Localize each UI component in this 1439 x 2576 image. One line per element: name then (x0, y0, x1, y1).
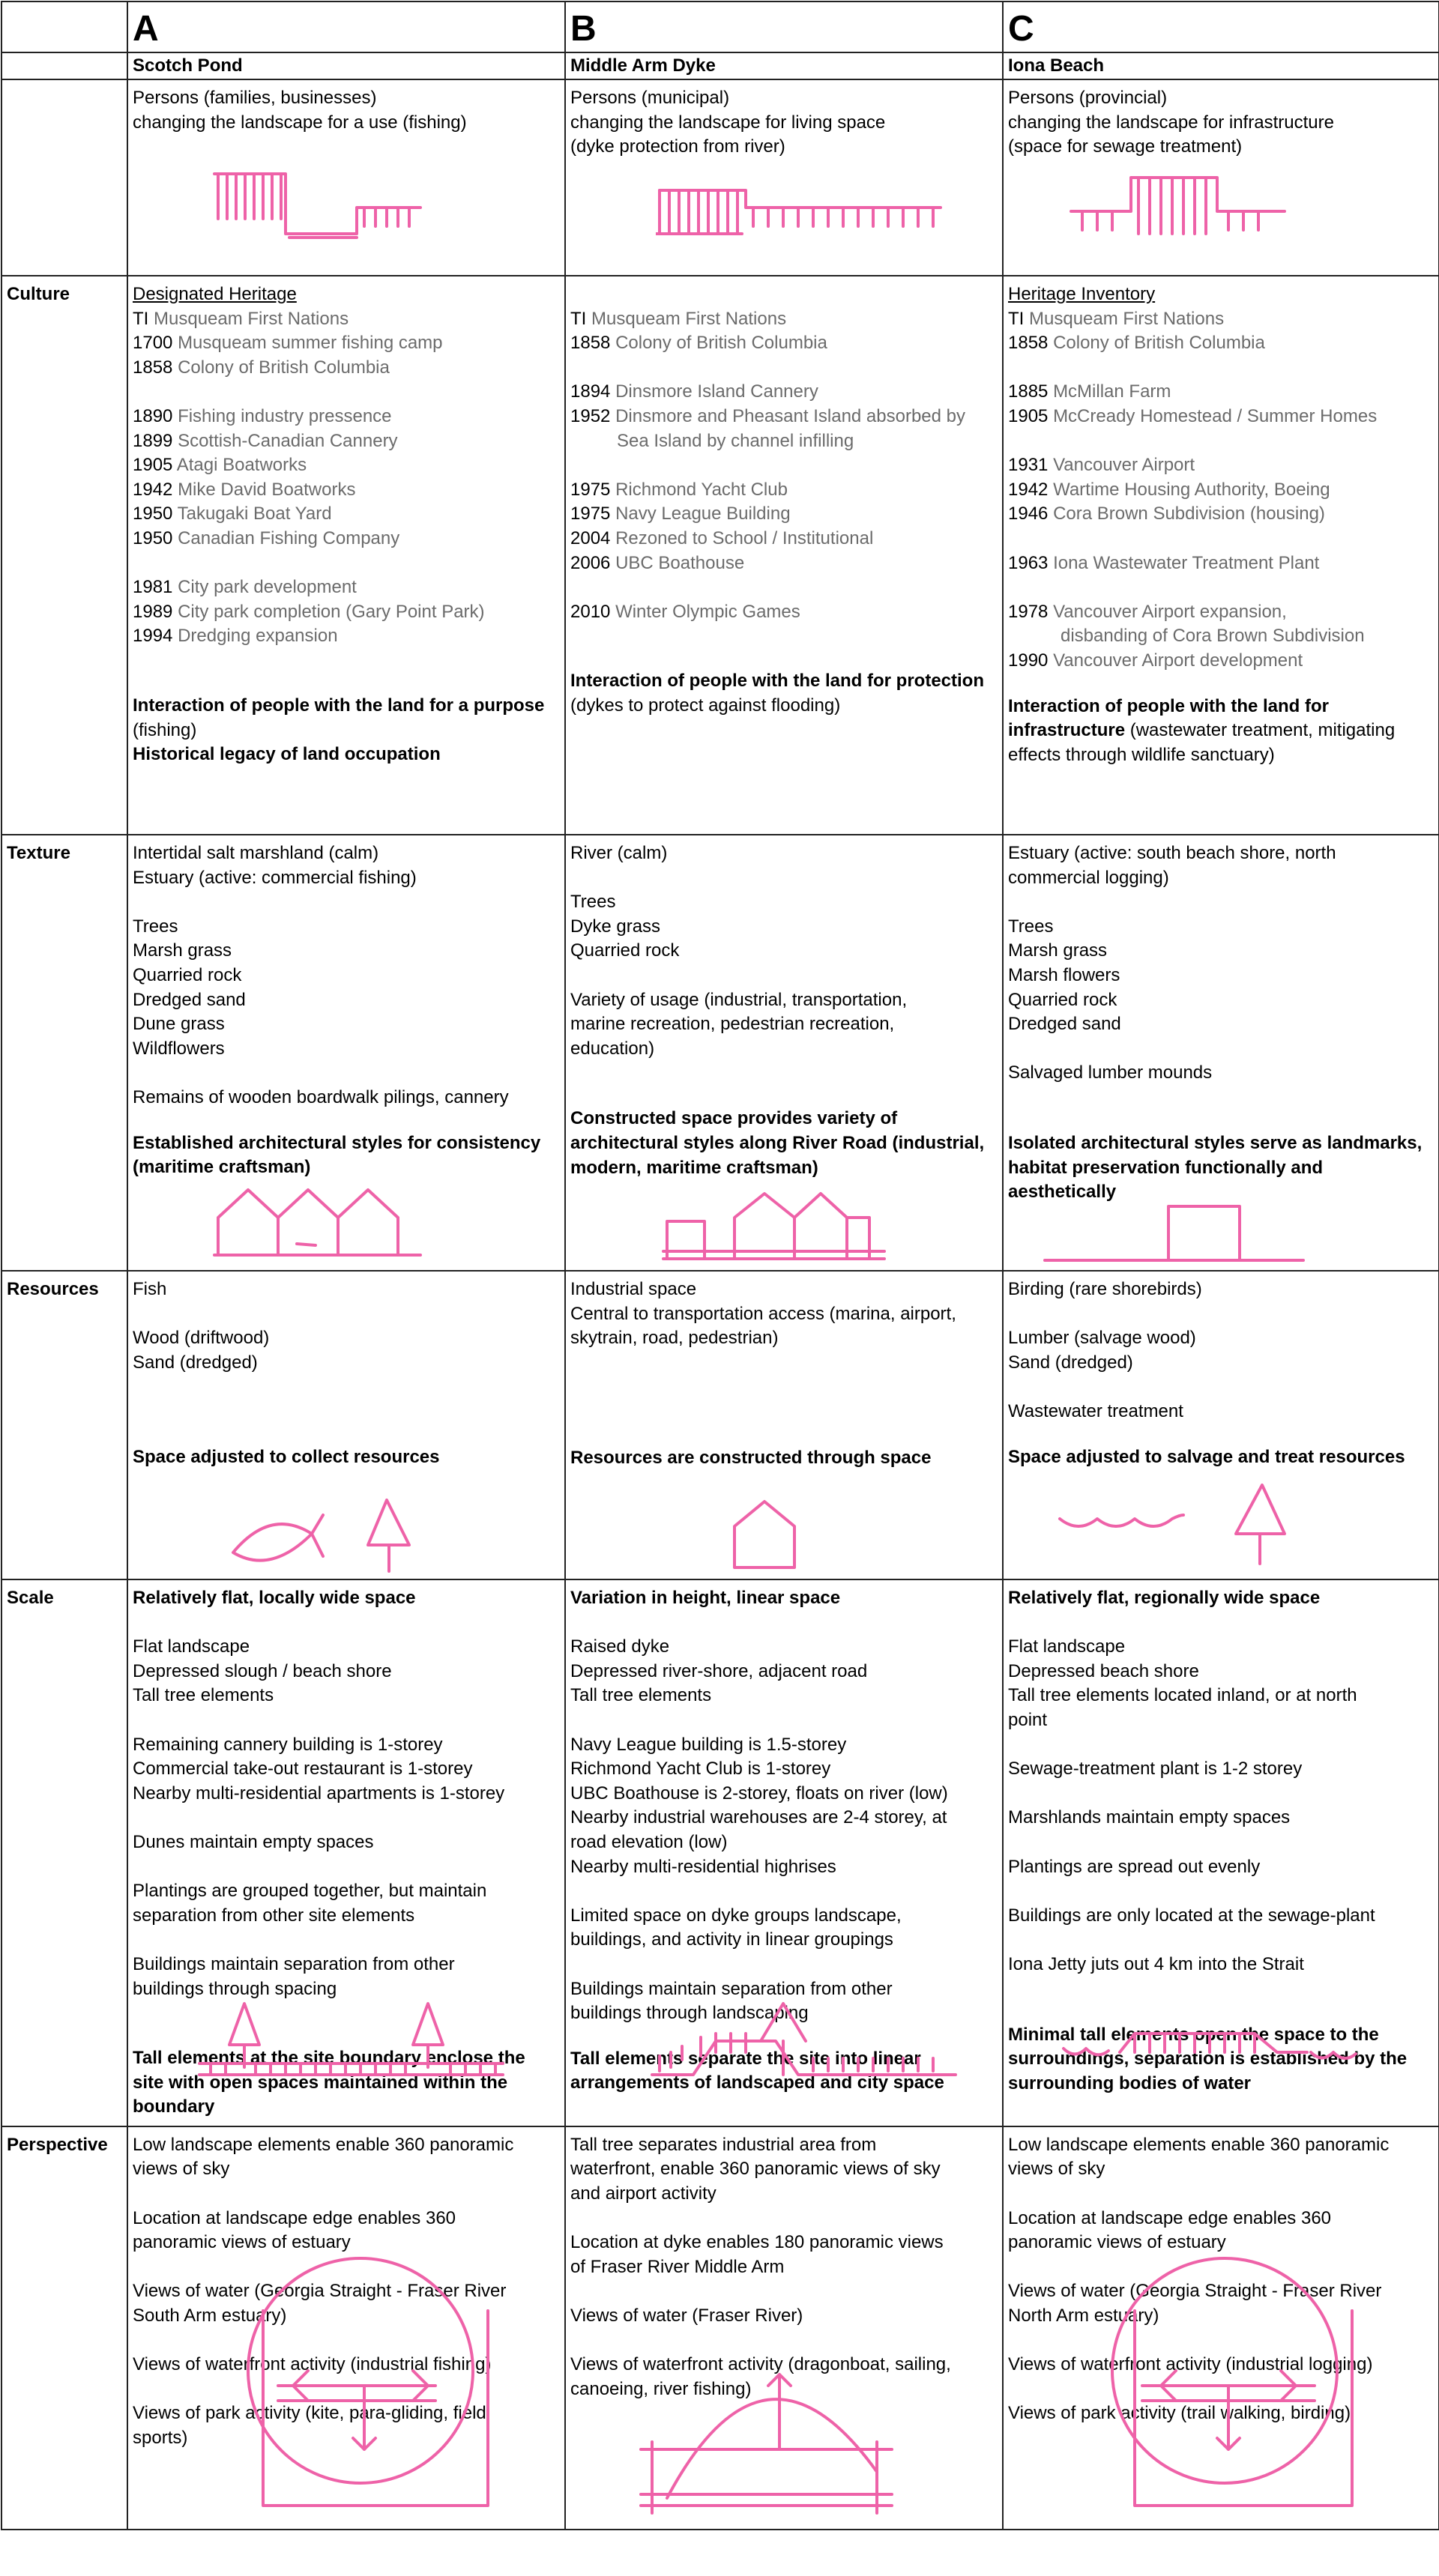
list-line: buildings through landscaping (570, 2003, 809, 2024)
scale-list-c (1008, 1611, 1434, 1977)
list-line: road elevation (low) (570, 1831, 728, 1852)
list-line: Sand (dredged) (133, 1352, 258, 1373)
list-line: point (1008, 1709, 1048, 1730)
list-line: Marsh grass (1008, 940, 1108, 961)
list-line: views of sky (1008, 2159, 1105, 2180)
list-line (1008, 1782, 1434, 1806)
texture-list-a (133, 841, 560, 1110)
resources-cell-b (565, 1271, 1003, 1579)
list-line: Views of waterfront activity (industrial fishing) (133, 2354, 492, 2375)
list-line: Location at landscape edge enables 360 (133, 2207, 456, 2228)
list-line (1008, 890, 1434, 915)
list-line: Tall tree elements (133, 1685, 274, 1706)
list-line: Wastewater treatment (1008, 1400, 1183, 1421)
resources-cell-a (127, 1271, 565, 1579)
list-line: Flat landscape (1008, 1636, 1126, 1657)
resources-list-b (570, 1278, 998, 1351)
list-line: Intertidal salt marshland (calm) (133, 843, 379, 863)
resources-row (1, 1271, 1439, 1579)
linear-buildings-sketch (660, 1188, 892, 1263)
list-line: Dune grass (133, 1014, 225, 1035)
timeline-a: TI Musqueam First Nations 1700 Musqueam summer fishing camp 1858 Colony of British Columbia 1890 Fishing industry pressence 1899 Scottish-Canadian Cannery 1905 Atagi Boatworks 1942 Mike David Boatworks 1950 Takugaki Boat Yard 1950 Canadian Fishing Company 1981 City park development 1989 City park completion (Gary Point Park) 1994 Dredging expansion (133, 308, 485, 647)
waves-and-tree-sketch (1056, 1481, 1303, 1571)
list-line (1008, 2255, 1434, 2280)
list-line (570, 2329, 998, 2353)
dyke-landscape-sketch (656, 181, 948, 249)
list-line (1008, 1733, 1434, 1758)
resources-summary-a: Space adjusted to collect resources (133, 1447, 440, 1468)
list-line (1008, 1879, 1434, 1904)
fishing-landscape-sketch (211, 163, 428, 245)
list-line (1008, 2182, 1434, 2207)
list-line: Buildings maintain separation from other (133, 1953, 455, 1974)
site-name-a: Scotch Pond (127, 52, 565, 79)
list-line: education) (570, 1038, 655, 1059)
list-line: Raised dyke (570, 1636, 670, 1657)
intro-row (1, 79, 1439, 276)
list-line: Quarried rock (1008, 989, 1117, 1010)
list-line: North Arm estuary) (1008, 2306, 1159, 2326)
house-cluster-sketch (211, 1184, 428, 1259)
list-line: Views of waterfront activity (dragonboat, sailing, (570, 2354, 951, 2375)
row-label-culture: Culture (1, 276, 127, 835)
corner-cell (1, 1, 127, 52)
resources-list-c (1008, 1278, 1434, 1424)
perspective-list-b (570, 2133, 998, 2402)
column-letter-a: A (127, 1, 565, 52)
list-line (570, 1611, 998, 1636)
resources-summary-c: Space adjusted to salvage and treat resources (1008, 1446, 1405, 1467)
list-line: Views of waterfront activity (industrial logging) (1008, 2354, 1373, 2375)
list-line: Remains of wooden boardwalk pilings, cannery (133, 1086, 509, 1107)
list-line: and airport activity (570, 2183, 717, 2204)
list-line: Limited space on dyke groups landscape, (570, 1905, 902, 1926)
list-line: views of sky (133, 2159, 230, 2180)
texture-cell-c (1003, 835, 1439, 1271)
scale-summary-a: Tall elements at the site boundary enclose the site with open spaces maintained within the boundary (133, 2048, 525, 2117)
list-line (133, 890, 560, 915)
list-line (133, 1708, 560, 1733)
list-line (570, 866, 998, 891)
intro-cell-b: Persons (municipal) changing the landscape for living space (dyke protection from river) (565, 79, 1003, 276)
list-line: Tall tree elements located inland, or at north (1008, 1685, 1357, 1706)
list-line: Lumber (salvage wood) (1008, 1328, 1196, 1349)
list-line: Iona Jetty juts out 4 km into the Strait (1008, 1953, 1304, 1974)
list-line: Sand (dredged) (1008, 1352, 1133, 1373)
texture-list-c (1008, 841, 1434, 1086)
list-line: Commercial take-out restaurant is 1-storey (133, 1759, 473, 1780)
scale-summary-c: Minimal tall elements open the space to the surroundings, separation is established by the surrounding bodies of water (1008, 2024, 1408, 2093)
infrastructure-landscape-sketch (1067, 166, 1292, 241)
list-line: Flat landscape (133, 1636, 250, 1657)
row-label-resources: Resources (1, 1271, 127, 1579)
list-line: Trees (133, 916, 178, 937)
list-line: Industrial space (570, 1279, 697, 1299)
texture-cell-a (127, 835, 565, 1271)
list-line: Dyke grass (570, 916, 661, 937)
list-line: Dredged sand (133, 989, 246, 1010)
fish-and-tree-sketch (218, 1493, 428, 1575)
list-line: Quarried rock (570, 940, 680, 961)
list-line: Sewage-treatment plant is 1-2 storey (1008, 1759, 1303, 1780)
list-line (1008, 1302, 1434, 1327)
list-line: Birding (rare shorebirds) (1008, 1279, 1202, 1299)
list-line: Views of water (Fraser River) (570, 2306, 803, 2326)
site-comparison-table (1, 1, 1439, 2530)
list-line: Marsh flowers (1008, 964, 1120, 985)
texture-summary-c: Isolated architectural styles serve as landmarks, habitat preservation functionally and aesthetically (1008, 1132, 1423, 1203)
list-line (570, 1879, 998, 1904)
site-name-b: Middle Arm Dyke (565, 52, 1003, 79)
list-line: panoramic views of estuary (133, 2232, 351, 2253)
list-line: buildings through spacing (133, 1978, 337, 1999)
list-line: Salvaged lumber mounds (1008, 1062, 1213, 1083)
site-name-row (1, 52, 1439, 79)
list-line: Views of park activity (kite, para-gliding, field (133, 2403, 486, 2424)
perspective-row (1, 2126, 1439, 2530)
texture-cell-b (565, 835, 1003, 1271)
list-line: Nearby multi-residential apartments is 1-storey (133, 1783, 505, 1803)
list-line: marine recreation, pedestrian recreation, (570, 1014, 895, 1035)
intro-cell-c: Persons (provincial) changing the landscape for infrastructure (space for sewage treatment) (1003, 79, 1439, 276)
perspective-cell-b (565, 2126, 1003, 2530)
list-line: Low landscape elements enable 360 panoramic (1008, 2134, 1390, 2155)
row-label-scale: Scale (1, 1579, 127, 2126)
scale-cell-c: Relatively flat, regionally wide space Flat landscape Depressed beach shore Tall tree elements located inland, or at north point Sewage-treatment plant is 1-2 storey Marshlands maintain empty spaces Plantings are spread out evenly Buildings are only located at the sewage-plant Iona Jetty juts out 4 km into the Strait Minimal tall elements open the space to the surroundings, separation is established by the surrounding bodies of water (1003, 1579, 1439, 2126)
scale-row (1, 1579, 1439, 2126)
scale-cell-a: Relatively flat, locally wide space Flat landscape Depressed slough / beach shore Tall tree elements Remaining cannery building is 1-storey Commercial take-out restaurant is 1-storey Nearby multi-residential apartments is 1-storey Dunes maintain empty spaces Plantings are grouped together, but maintain separation from other site elements Buildings maintain separation from other buildings through spacing Tall elements at the site boundary enclose the site with open spaces maintained within the boundary (127, 1579, 565, 2126)
list-line: Depressed river-shore, adjacent road (570, 1660, 868, 1681)
resources-cell-c (1003, 1271, 1439, 1579)
list-line (133, 1928, 560, 1953)
list-line (133, 2377, 560, 2402)
perspective-list-c (1008, 2133, 1434, 2426)
list-line: Wildflowers (133, 1038, 225, 1059)
list-line (1008, 1611, 1434, 1636)
list-line: Views of park activity (trail walking, birding) (1008, 2403, 1351, 2424)
list-line (1008, 1037, 1434, 1062)
column-letter-row (1, 1, 1439, 52)
list-line (133, 1806, 560, 1830)
list-line (1008, 1375, 1434, 1400)
list-line: Views of water (Georgia Straight - Fraser River (133, 2281, 507, 2302)
list-line (1008, 2377, 1434, 2402)
list-line: Buildings are only located at the sewage-plant (1008, 1905, 1375, 1926)
list-line: Tall tree elements (570, 1685, 712, 1706)
list-line (570, 1708, 998, 1733)
list-line (570, 2279, 998, 2304)
list-line: waterfront, enable 360 panoramic views of sky (570, 2159, 941, 2180)
list-line: of Fraser River Middle Arm (570, 2256, 785, 2277)
list-line: Depressed beach shore (1008, 1660, 1199, 1681)
scale-list-b (570, 1611, 998, 2026)
list-line (133, 1302, 560, 1327)
list-line: Nearby industrial warehouses are 2-4 storey, at (570, 1807, 947, 1828)
perspective-cell-a (127, 2126, 565, 2530)
list-line (133, 2255, 560, 2280)
row-label-texture: Texture (1, 835, 127, 1271)
list-line (133, 1855, 560, 1880)
list-line: UBC Boathouse is 2-storey, floats on river (low) (570, 1783, 948, 1803)
list-line: Trees (570, 892, 616, 913)
constructed-building-sketch (723, 1493, 813, 1575)
list-line: canoeing, river fishing) (570, 2378, 752, 2399)
list-line: commercial logging) (1008, 867, 1169, 888)
texture-row (1, 835, 1439, 1271)
list-line: Richmond Yacht Club is 1-storey (570, 1759, 831, 1780)
perspective-cell-c (1003, 2126, 1439, 2530)
list-line: sports) (133, 2428, 188, 2448)
list-line: skytrain, road, pedestrian) (570, 1328, 779, 1349)
list-line: Trees (1008, 916, 1054, 937)
list-line (1008, 1928, 1434, 1953)
list-line (133, 2182, 560, 2207)
list-line: Quarried rock (133, 964, 242, 985)
list-line: Depressed slough / beach shore (133, 1660, 392, 1681)
list-line: Buildings maintain separation from other (570, 1978, 893, 1999)
list-line: Dunes maintain empty spaces (133, 1831, 374, 1852)
list-line: Marsh grass (133, 940, 232, 961)
list-line: South Arm estuary) (133, 2306, 287, 2326)
list-line: Fish (133, 1279, 167, 1299)
list-line: Remaining cannery building is 1-storey (133, 1734, 443, 1755)
list-line: Marshlands maintain empty spaces (1008, 1807, 1291, 1828)
list-line: Plantings are spread out evenly (1008, 1856, 1261, 1877)
scale-list-a (133, 1611, 560, 2002)
list-line (1008, 2329, 1434, 2353)
list-line: Navy League building is 1.5-storey (570, 1734, 847, 1755)
culture-cell-a: Designated Heritage TI Musqueam First Nations 1700 Musqueam summer fishing camp 1858 Colony of British Columbia 1890 Fishing industry pressence 1899 Scottish-Canadian Cannery 1905 Atagi Boatworks 1942 Mike David Boatworks 1950 Takugaki Boat Yard 1950 Canadian Fishing Company 1981 City park development 1989 City park completion (Gary Point Park) 1994 Dredging expansion Interaction of people with the land for a purpose (fishing) Historical legacy of land occupation (127, 276, 565, 835)
texture-summary-a: Established architectural styles for consistency (maritime craftsman) (133, 1132, 541, 1178)
column-letter-b: B (565, 1, 1003, 52)
list-line: Estuary (active: south beach shore, north (1008, 843, 1336, 863)
column-letter-c: C (1003, 1, 1439, 52)
list-line: Views of water (Georgia Straight - Fraser River (1008, 2281, 1382, 2302)
list-line: Location at landscape edge enables 360 (1008, 2207, 1332, 2228)
culture-cell-b: TI Musqueam First Nations 1858 Colony of British Columbia 1894 Dinsmore Island Cannery 1952 Dinsmore and Pheasant Island absorbed by Sea Island by channel infilling 1975 Richmond Yacht Club 1975 Navy League Building 2004 Rezoned to School / Institutional 2006 UBC Boathouse 2010 Winter Olympic Games Interaction of people with the land for protection (dykes to protect against flooding) (565, 276, 1003, 835)
resources-summary-b: Resources are constructed through space (570, 1447, 932, 1468)
list-line: Plantings are grouped together, but maintain (133, 1881, 487, 1902)
list-line: Variety of usage (industrial, transportation, (570, 989, 908, 1010)
culture-row (1, 276, 1439, 835)
culture-summary-a: Interaction of people with the land for a purpose (fishing) Historical legacy of land occupation (133, 695, 545, 765)
scale-summary-b: Tall elements separate the site into linear arrangements of landscaped and city space (570, 2048, 944, 2093)
list-line: River (calm) (570, 843, 668, 863)
list-line: Estuary (active: commercial fishing) (133, 867, 417, 888)
list-line (570, 964, 998, 988)
list-line: Dredged sand (1008, 1014, 1121, 1035)
list-line (570, 2207, 998, 2231)
list-line: Central to transportation access (marina, airport, (570, 1303, 956, 1324)
resources-list-a (133, 1278, 560, 1375)
list-line: panoramic views of estuary (1008, 2232, 1226, 2253)
list-line (133, 1611, 560, 1636)
list-line: Low landscape elements enable 360 panoramic (133, 2134, 514, 2155)
perspective-list-a (133, 2133, 560, 2451)
list-line: buildings, and activity in linear groupings (570, 1929, 893, 1950)
texture-list-b (570, 841, 998, 1061)
row-label-perspective: Perspective (1, 2126, 127, 2530)
list-line: Location at dyke enables 180 panoramic views (570, 2232, 944, 2253)
list-line (133, 1061, 560, 1086)
culture-summary-c: Interaction of people with the land for infrastructure (wastewater treatment, mitigating effects through wildlife sanctuary) (1008, 695, 1396, 765)
list-line (570, 1953, 998, 1977)
list-line (133, 2329, 560, 2353)
list-line (1008, 1830, 1434, 1855)
list-line: separation from other site elements (133, 1905, 415, 1926)
texture-summary-b: Constructed space provides variety of architectural styles along River Road (industrial, modern, maritime craftsman) (570, 1108, 985, 1178)
culture-cell-c: Heritage Inventory TI Musqueam First Nations 1858 Colony of British Columbia 1885 McMillan Farm 1905 McCready Homestead / Summer Homes 1931 Vancouver Airport 1942 Wartime Housing Authority, Boeing 1946 Cora Brown Subdivision (housing) 1963 Iona Wastewater Treatment Plant 1978 Vancouver Airport expansion, disbanding of Cora Brown Subdivision 1990 Vancouver Airport development Interaction of people with the land for infrastructure (wastewater treatment, mitigating effects through wildlife sanctuary) (1003, 276, 1439, 835)
list-line: Tall tree separates industrial area from (570, 2134, 877, 2155)
culture-summary-b: Interaction of people with the land for protection (dykes to protect against flooding) (570, 671, 984, 716)
list-line: Wood (driftwood) (133, 1328, 270, 1349)
list-line: Nearby multi-residential highrises (570, 1856, 836, 1877)
site-name-c: Iona Beach (1003, 52, 1439, 79)
scale-cell-b: Variation in height, linear space Raised dyke Depressed river-shore, adjacent road Tall tree elements Navy League building is 1.5-storey Richmond Yacht Club is 1-storey UBC Boathouse is 2-storey, floats on river (low) Nearby industrial warehouses are 2-4 storey, at road elevation (low) Nearby multi-residential highrises Limited space on dyke groups landscape, buildings, and activity in linear groupings Buildings maintain separation from other buildings through landscaping Tall elements separate the site into linear arrangements of landscaped and city space (565, 1579, 1003, 2126)
intro-cell-a: Persons (families, businesses) changing the landscape for a use (fishing) (127, 79, 565, 276)
